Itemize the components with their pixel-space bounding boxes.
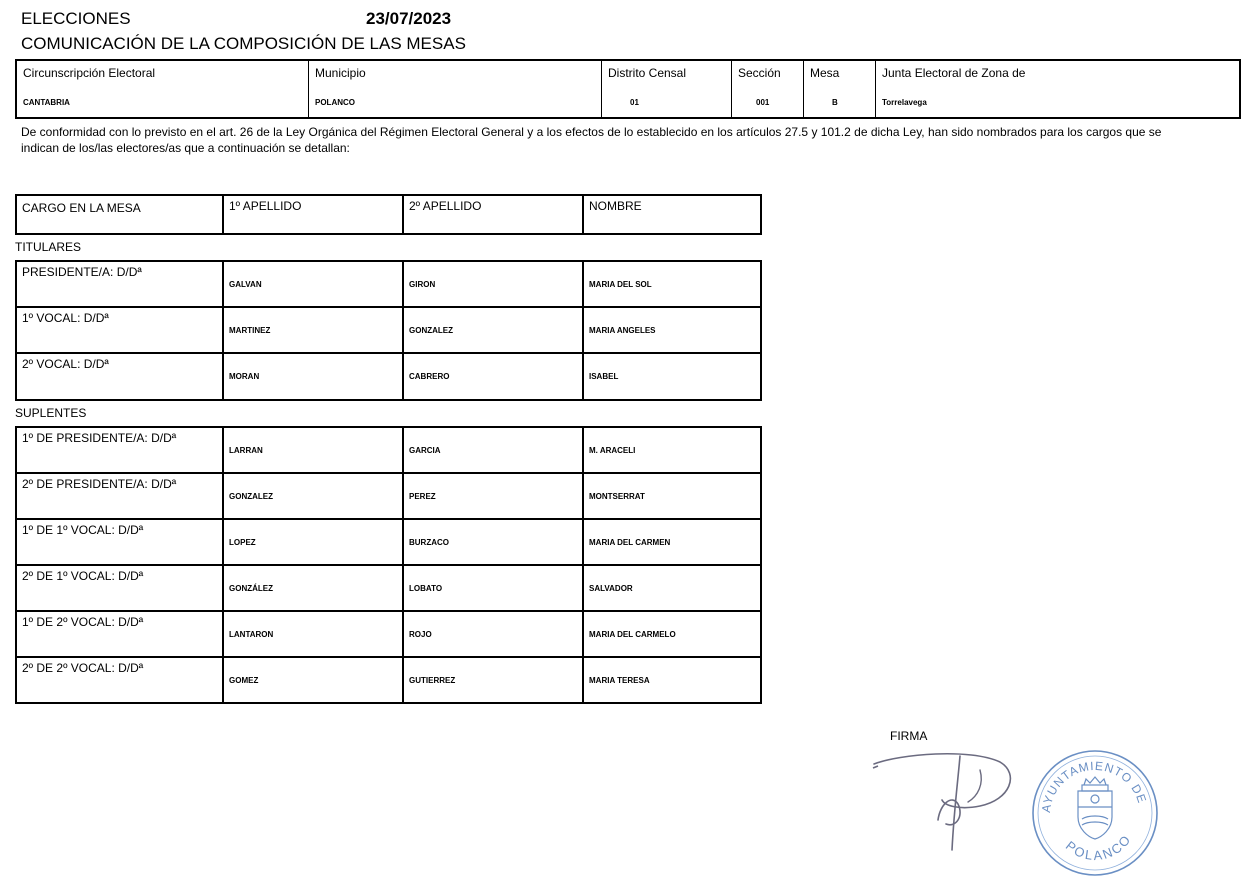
apellido1-value: GONZALEZ bbox=[229, 492, 273, 501]
info-value: B bbox=[832, 98, 838, 107]
nombre-value: MARIA DEL CARMELO bbox=[589, 630, 676, 639]
cargo-label: 1º VOCAL: D/Dª bbox=[22, 311, 109, 325]
apellido1-value: GALVAN bbox=[229, 280, 262, 289]
column-header-label: CARGO EN LA MESA bbox=[22, 201, 141, 215]
nombre-value: SALVADOR bbox=[589, 584, 633, 593]
column-header bbox=[584, 196, 760, 233]
apellido2-cell bbox=[404, 308, 584, 352]
info-value: POLANCO bbox=[315, 98, 355, 107]
nombre-value: MARIA DEL SOL bbox=[589, 280, 652, 289]
info-value: CANTABRIA bbox=[23, 98, 70, 107]
column-header bbox=[404, 196, 584, 233]
apellido2-value: ROJO bbox=[409, 630, 432, 639]
apellido1-cell bbox=[224, 658, 404, 702]
cargo-label: 2º DE 2º VOCAL: D/Dª bbox=[22, 661, 144, 675]
info-label: Municipio bbox=[315, 66, 366, 80]
cargo-label: 1º DE 1º VOCAL: D/Dª bbox=[22, 523, 144, 537]
column-header-row bbox=[17, 196, 760, 233]
nombre-value: MARIA TERESA bbox=[589, 676, 650, 685]
nombre-cell bbox=[584, 474, 760, 518]
cargo-cell bbox=[17, 474, 224, 518]
column-header-label: NOMBRE bbox=[589, 199, 642, 213]
electoral-info-box bbox=[15, 59, 1241, 119]
info-label: Mesa bbox=[810, 66, 840, 80]
cargo-cell bbox=[17, 308, 224, 352]
apellido2-value: GUTIERREZ bbox=[409, 676, 456, 685]
cargo-label: 2º DE 1º VOCAL: D/Dª bbox=[22, 569, 144, 583]
apellido2-value: GONZALEZ bbox=[409, 326, 453, 335]
info-label: Distrito Censal bbox=[608, 66, 687, 80]
apellido2-cell bbox=[404, 612, 584, 656]
nombre-value: ISABEL bbox=[589, 372, 619, 381]
apellido1-cell bbox=[224, 308, 404, 352]
cargo-label: 2º VOCAL: D/Dª bbox=[22, 357, 109, 371]
info-value: 01 bbox=[630, 98, 639, 107]
municipal-seal-stamp bbox=[1030, 745, 1160, 881]
apellido2-value: PEREZ bbox=[409, 492, 436, 501]
column-header-table bbox=[15, 194, 762, 235]
apellido1-cell bbox=[224, 612, 404, 656]
handwritten-signature bbox=[860, 740, 1030, 860]
apellido1-value: LARRAN bbox=[229, 446, 263, 455]
table-row bbox=[17, 262, 760, 308]
apellido2-value: GARCIA bbox=[409, 446, 441, 455]
nombre-value: MARIA ANGELES bbox=[589, 326, 656, 335]
cargo-cell bbox=[17, 612, 224, 656]
apellido1-value: GOMEZ bbox=[229, 676, 259, 685]
cargo-label: PRESIDENTE/A: D/Dª bbox=[22, 265, 142, 279]
info-municipio bbox=[309, 61, 602, 117]
apellido1-cell bbox=[224, 520, 404, 564]
info-seccion bbox=[732, 61, 804, 117]
table-row bbox=[17, 566, 760, 612]
document-subtitle: COMUNICACIÓN DE LA COMPOSICIÓN DE LAS MESAS bbox=[21, 34, 466, 53]
apellido2-cell bbox=[404, 428, 584, 472]
apellido1-cell bbox=[224, 262, 404, 306]
apellido1-cell bbox=[224, 428, 404, 472]
apellido2-cell bbox=[404, 520, 584, 564]
info-junta bbox=[876, 61, 1239, 117]
table-row bbox=[17, 658, 760, 702]
apellido1-cell bbox=[224, 566, 404, 610]
cargo-label: 1º DE 2º VOCAL: D/Dª bbox=[22, 615, 144, 629]
apellido1-cell bbox=[224, 474, 404, 518]
nombre-cell bbox=[584, 566, 760, 610]
suplentes-table bbox=[15, 426, 762, 704]
column-header bbox=[224, 196, 404, 233]
cargo-cell bbox=[17, 262, 224, 306]
intro-paragraph bbox=[21, 124, 1221, 156]
intro-line: De conformidad con lo previsto en el art. 26 de la Ley Orgánica del Régimen Electoral General y a los efectos de lo establecido en los artículos 27.5 y 101.2 de dicha Ley, han sido nombrados para los cargos que se bbox=[21, 125, 1162, 139]
info-circunscripcion bbox=[17, 61, 309, 117]
svg-text:POLANCO bbox=[1063, 831, 1134, 863]
nombre-value: MARIA DEL CARMEN bbox=[589, 538, 671, 547]
nombre-value: MONTSERRAT bbox=[589, 492, 645, 501]
apellido2-cell bbox=[404, 262, 584, 306]
info-value: 001 bbox=[756, 98, 770, 107]
apellido1-value: LOPEZ bbox=[229, 538, 256, 547]
nombre-value: M. ARACELI bbox=[589, 446, 636, 455]
cargo-label: 1º DE PRESIDENTE/A: D/Dª bbox=[22, 431, 177, 445]
document-title: ELECCIONES bbox=[21, 9, 131, 28]
info-mesa bbox=[804, 61, 876, 117]
table-row bbox=[17, 308, 760, 354]
section-label-titulares: TITULARES bbox=[15, 240, 82, 254]
apellido2-cell bbox=[404, 474, 584, 518]
apellido1-cell bbox=[224, 354, 404, 399]
intro-line: indican de los/las electores/as que a continuación se detallan: bbox=[21, 141, 350, 155]
column-header-label: 1º APELLIDO bbox=[229, 199, 302, 213]
nombre-cell bbox=[584, 428, 760, 472]
apellido2-cell bbox=[404, 658, 584, 702]
column-header-label: 2º APELLIDO bbox=[409, 199, 482, 213]
info-distrito bbox=[602, 61, 732, 117]
table-row bbox=[17, 520, 760, 566]
apellido1-value: GONZÁLEZ bbox=[229, 584, 273, 593]
apellido2-value: LOBATO bbox=[409, 584, 443, 593]
table-row bbox=[17, 354, 760, 399]
nombre-cell bbox=[584, 520, 760, 564]
info-label: Junta Electoral de Zona de bbox=[882, 66, 1026, 80]
info-label: Sección bbox=[738, 66, 781, 80]
seal-text-bottom: POLANCO bbox=[1062, 831, 1135, 864]
info-value: Torrelavega bbox=[882, 98, 927, 107]
cargo-cell bbox=[17, 658, 224, 702]
table-row bbox=[17, 474, 760, 520]
nombre-cell bbox=[584, 658, 760, 702]
nombre-cell bbox=[584, 612, 760, 656]
titulares-table bbox=[15, 260, 762, 401]
nombre-cell bbox=[584, 308, 760, 352]
apellido2-value: CABRERO bbox=[409, 372, 450, 381]
nombre-cell bbox=[584, 262, 760, 306]
svg-text:AYUNTAMIENTO DE bbox=[1039, 759, 1149, 814]
table-row bbox=[17, 612, 760, 658]
cargo-cell bbox=[17, 428, 224, 472]
apellido2-value: GIRON bbox=[409, 280, 436, 289]
apellido2-cell bbox=[404, 566, 584, 610]
apellido1-value: MORAN bbox=[229, 372, 260, 381]
cargo-cell bbox=[17, 520, 224, 564]
column-header bbox=[17, 196, 224, 233]
apellido1-value: LANTARON bbox=[229, 630, 274, 639]
cargo-cell bbox=[17, 354, 224, 399]
info-label: Circunscripción Electoral bbox=[23, 66, 156, 80]
cargo-label: 2º DE PRESIDENTE/A: D/Dª bbox=[22, 477, 177, 491]
section-label-suplentes: SUPLENTES bbox=[15, 406, 87, 420]
firma-label: FIRMA bbox=[890, 729, 928, 743]
apellido1-value: MARTINEZ bbox=[229, 326, 271, 335]
election-date: 23/07/2023 bbox=[366, 9, 452, 28]
table-row bbox=[17, 428, 760, 474]
apellido2-value: BURZACO bbox=[409, 538, 449, 547]
coat-of-arms-icon bbox=[1078, 777, 1112, 839]
seal-text-top: AYUNTAMIENTO DE bbox=[1038, 758, 1150, 814]
nombre-cell bbox=[584, 354, 760, 399]
cargo-cell bbox=[17, 566, 224, 610]
apellido2-cell bbox=[404, 354, 584, 399]
